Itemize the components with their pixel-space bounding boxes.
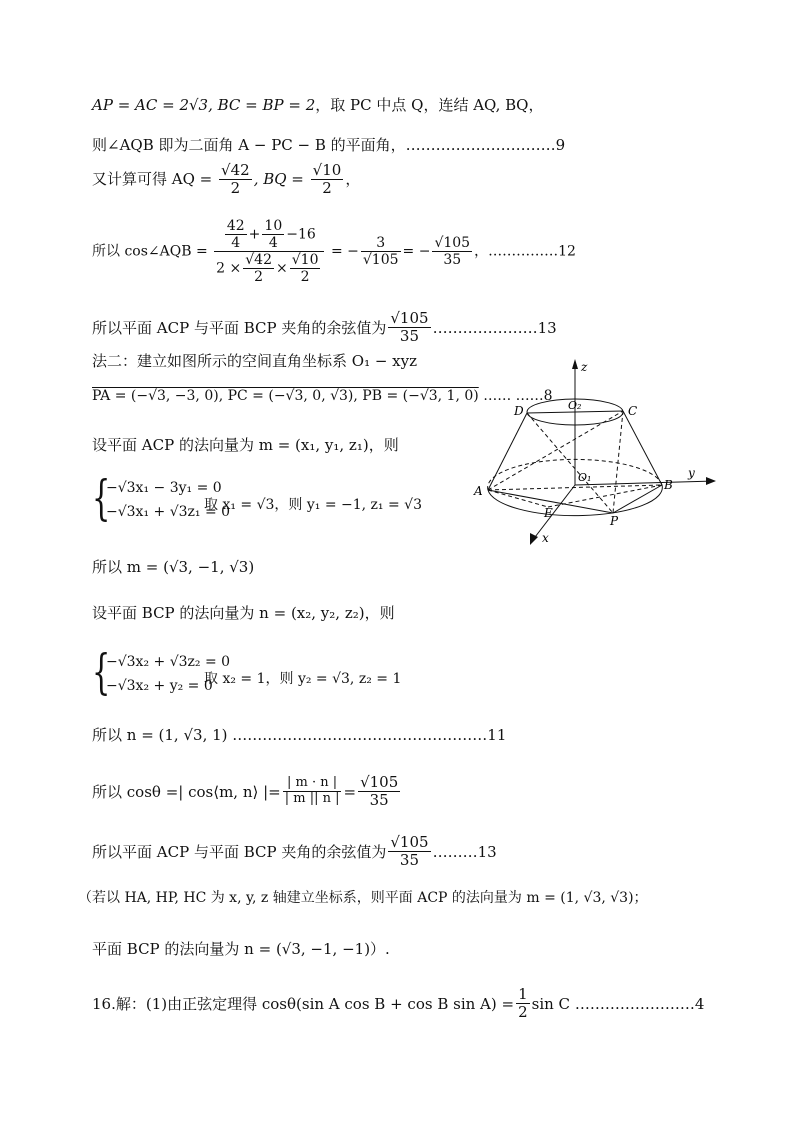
line-10-text: 设平面 BCP 的法向量为 n = (x₂, y₂, z₂)，则 — [92, 604, 395, 622]
den-times: × — [276, 260, 288, 277]
label-E: E — [544, 506, 553, 520]
segment-CP — [613, 411, 623, 513]
num-frac-b-num: 10 — [264, 218, 283, 234]
den-frac-b — [243, 252, 274, 285]
line-16-num: 1 — [518, 985, 528, 1003]
result-frac-1-den: √105 — [362, 252, 399, 269]
line-15-text: 平面 BCP 的法向量为 n = (√3, −1, −1)）. — [92, 940, 390, 958]
line-16-den: 2 — [518, 1003, 528, 1022]
label-A: A — [474, 484, 483, 498]
num-frac-a-den: 4 — [231, 235, 241, 252]
line-2-text: 则∠AQB 即为二面角 A − PC − B 的平面角， — [92, 136, 406, 154]
frustum-figure — [470, 355, 730, 555]
label-B: B — [664, 478, 673, 492]
line-12-frac-1-den: | m || n | — [284, 791, 340, 807]
line-5-den: 35 — [399, 327, 419, 346]
line-12 — [92, 774, 402, 810]
line-11-text: 所以 n = (1, √3, 1) — [92, 726, 228, 744]
line-6 — [92, 352, 417, 370]
system-2-row-1: −√3x₂ + √3z₂ = 0 — [106, 654, 231, 670]
line-11 — [92, 726, 506, 744]
line-7-dots: …… ……8 — [483, 388, 553, 404]
line-5-fraction — [388, 310, 430, 346]
line-2 — [92, 136, 565, 154]
line-8 — [92, 436, 399, 454]
line-13-fraction — [388, 834, 430, 870]
line-12-frac-1-num: | m · n | — [283, 776, 342, 792]
system-2-brace: { — [92, 644, 111, 700]
line-12-eq: = — [343, 782, 357, 801]
bq-den: 2 — [322, 179, 332, 198]
line-16-prefix: 16.解：(1)由正弦定理得 cosθ(sin A cos B + cos B sin A) = — [92, 994, 515, 1013]
label-P: P — [610, 514, 619, 528]
z-axis-arrow — [572, 359, 578, 369]
line-8-text: 设平面 ACP 的法向量为 m = (x₁, y₁, z₁)，则 — [92, 436, 399, 454]
line-6-text: 法二：建立如图所示的空间直角坐标系 O₁ − xyz — [92, 352, 418, 370]
y-axis-arrow — [706, 477, 716, 485]
line-4 — [92, 218, 576, 285]
line-2-dots: …………………………9 — [405, 136, 566, 154]
label-O2: O₂ — [568, 399, 582, 412]
den-frac-c — [290, 252, 321, 285]
big-fraction-den — [214, 252, 324, 285]
bq-label: , BQ = — [253, 169, 304, 188]
result-frac-2-num: √105 — [434, 235, 471, 252]
line-12-frac-2 — [358, 774, 400, 810]
aq-fraction — [219, 162, 252, 198]
line-4-dots: ，……………12 — [474, 243, 576, 260]
system-1 — [92, 470, 423, 528]
line-5-dots: …………………13 — [432, 318, 557, 337]
system-1-row-2: −√3x₁ + √3z₁ = 0 — [106, 504, 231, 520]
den-term-a: 2 × — [216, 260, 242, 277]
line-10 — [92, 604, 395, 622]
line-12-frac-2-num: √105 — [360, 773, 399, 791]
line-14-text: （若以 HA, HP, HC 为 x, y, z 轴建立坐标系，则平面 ACP 的法向量为 m = (1, √3, √3)； — [78, 890, 648, 906]
system-1-brace: { — [92, 470, 111, 526]
line-13-num: √105 — [390, 833, 429, 851]
line-4-prefix: 所以 cos∠AQB = — [92, 243, 208, 260]
edge-BC — [623, 411, 662, 485]
line-9-text: 所以 m = (√3, −1, √3) — [92, 558, 255, 576]
system-1-row-1: −√3x₁ − 3y₁ = 0 — [106, 480, 222, 496]
line-16-after: sin C — [531, 994, 571, 1013]
line-16-dots: ……………………4 — [574, 994, 705, 1013]
line-1 — [92, 96, 543, 114]
line-12-prefix: 所以 cosθ =| cos⟨m, n⟩ |= — [92, 782, 281, 801]
line-16-fraction — [516, 986, 530, 1022]
segment-DP — [527, 413, 613, 513]
segment-EA — [488, 490, 548, 507]
den-frac-b-den: 2 — [254, 269, 264, 286]
label-O1: O₁ — [578, 471, 592, 484]
line-12-frac-2-den: 35 — [369, 791, 389, 810]
num-frac-b-den: 4 — [268, 235, 278, 252]
line-9 — [92, 558, 254, 576]
line-3-prefix: 又计算可得 AQ = — [92, 169, 213, 188]
aq-num: √42 — [221, 161, 250, 179]
line-7-vectors: PA = (−√3, −3, 0), PC = (−√3, 0, √3), PB = (−√3, 1, 0) — [92, 388, 479, 404]
label-C: C — [628, 404, 638, 418]
system-2-row-2: −√3x₂ + y₂ = 0 — [106, 678, 213, 694]
line-3 — [92, 162, 360, 198]
system-1-after: 取 x₁ = √3，则 y₁ = −1, z₁ = √3 — [204, 497, 423, 513]
result-frac-1-num: 3 — [361, 235, 401, 252]
den-frac-c-num: √10 — [291, 252, 319, 269]
system-2 — [92, 644, 422, 702]
result-frac-2 — [432, 235, 472, 268]
z-label: z — [581, 360, 588, 374]
num-frac-a-num: 42 — [226, 218, 245, 234]
num-frac-a — [225, 218, 247, 251]
den-frac-b-num: √42 — [245, 252, 272, 269]
line-15 — [92, 940, 390, 958]
num-term-c: −16 — [286, 226, 316, 243]
line-13-dots: ………13 — [432, 842, 497, 861]
num-frac-b — [262, 218, 284, 251]
line-3-end: ， — [345, 169, 361, 188]
line-13-prefix: 所以平面 ACP 与平面 BCP 夹角的余弦值为 — [92, 842, 387, 861]
line-13 — [92, 834, 497, 870]
aq-den: 2 — [230, 179, 241, 198]
label-D: D — [514, 404, 524, 418]
y-axis — [575, 481, 715, 485]
den-frac-c-den: 2 — [300, 269, 310, 286]
line-16 — [92, 986, 704, 1022]
result-frac-1 — [361, 235, 401, 268]
line-13-den: 35 — [399, 851, 419, 870]
line-5-num: √105 — [390, 309, 429, 327]
big-fraction-num: $\frac{42}{4}$ + $\frac{10}{4}$ −16 — [214, 218, 324, 252]
line-1-math: AP = AC = 2√3, BC = BP = 2 — [92, 96, 316, 114]
line-5 — [92, 310, 557, 346]
y-label: y — [688, 466, 695, 480]
bq-num: √10 — [312, 161, 342, 179]
line-12-frac-1 — [283, 776, 342, 807]
bq-fraction — [311, 162, 344, 198]
system-2-after: 取 x₂ = 1，则 y₂ = √3, z₂ = 1 — [204, 671, 402, 687]
eq-minus-2: = − — [402, 243, 431, 260]
line-11-dots: ……………………………………………11 — [232, 726, 507, 744]
eq-minus-1: = − — [330, 243, 359, 260]
x-label: x — [542, 531, 549, 545]
result-frac-2-den: 35 — [443, 252, 462, 269]
big-fraction — [214, 218, 324, 285]
line-5-prefix: 所以平面 ACP 与平面 BCP 夹角的余弦值为 — [92, 318, 387, 337]
line-1-text: ，取 PC 中点 Q，连结 AQ, BQ， — [315, 96, 544, 114]
line-14 — [78, 890, 648, 907]
